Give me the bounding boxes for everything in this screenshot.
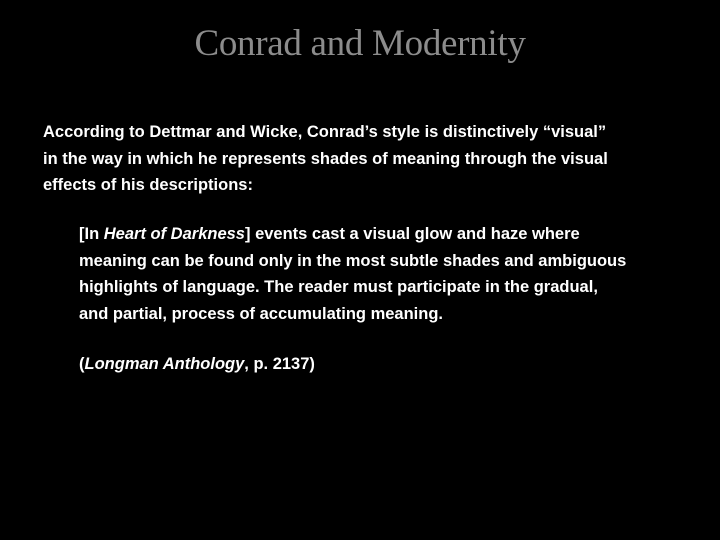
- quote-line: and partial, process of accumulating meaning.: [79, 304, 443, 323]
- citation: [79, 351, 679, 378]
- block-quote: [79, 221, 709, 327]
- quote-line: [79, 221, 709, 248]
- intro-line: effects of his descriptions:: [43, 176, 253, 194]
- quote-line: highlights of language. The reader must participate in the gradual,: [79, 278, 598, 296]
- slide-title: Conrad and Modernity: [194, 23, 526, 64]
- book-title: Heart of Darkness: [103, 225, 245, 243]
- citation-page: , p. 2137): [244, 355, 315, 373]
- intro-line: in the way in which he represents shades of meaning through the visual: [43, 149, 608, 168]
- intro-line: According to Dettmar and Wicke, Conrad’s style is distinctively “visual”: [43, 123, 607, 141]
- quote-line: meaning can be found only in the most subtle shades and ambiguous: [79, 251, 627, 270]
- intro-paragraph: [43, 119, 693, 199]
- quote-line-rest: ] events cast a visual glow and haze where: [244, 225, 580, 243]
- citation-source: Longman Anthology: [84, 355, 245, 373]
- quote-bracket-open: [In: [79, 225, 104, 243]
- citation-open: (: [79, 355, 85, 373]
